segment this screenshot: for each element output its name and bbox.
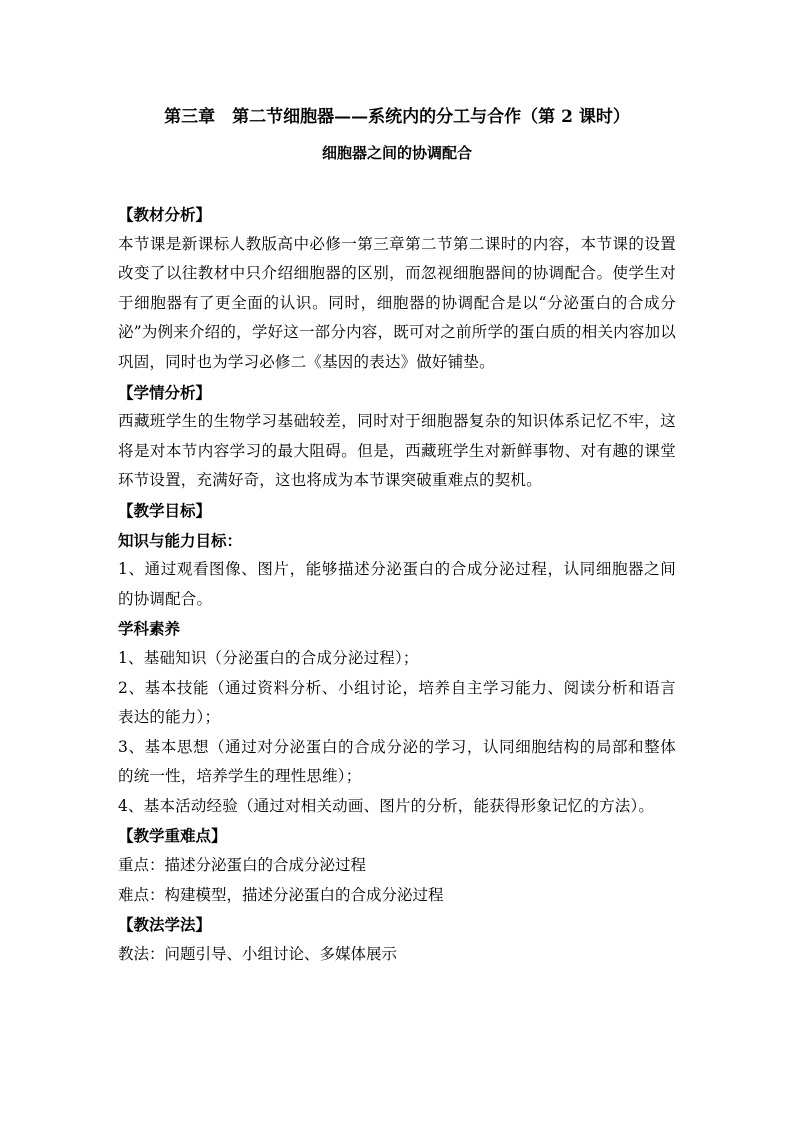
subject-literacy-heading: 学科素养 — [118, 619, 181, 639]
student-analysis-paragraph: 西藏班学生的生物学习基础较差，同时对于细胞器复杂的知识体系记忆不牢，这将是对本节内容学习的最大阻碍。但是，西藏班学生对新鲜事物、对有趣的课堂环节设置，充满好奇，这也将成为本节课突破重难点的契机。 — [118, 412, 676, 490]
section-heading-teaching-goals: 【教学目标】 — [118, 500, 212, 520]
literacy-item-basic-thinking: 3、基本思想（通过对分泌蛋白的合成分泌的学习，认同细胞结构的局部和整体的统一性，培养学生的理性思维）； — [118, 737, 676, 786]
knowledge-ability-heading: 知识与能力目标： — [118, 530, 243, 550]
document-content — [118, 104, 676, 969]
literacy-item-activity-experience: 4、基本活动经验（通过对相关动画、图片的分析，能获得形象记忆的方法）。 — [118, 796, 655, 815]
document-body — [118, 200, 676, 969]
section-heading-key-difficult-points: 【教学重难点】 — [118, 826, 227, 846]
section-heading-teaching-methods: 【教法学法】 — [118, 915, 212, 935]
section-heading-student-analysis: 【学情分析】 — [118, 382, 212, 402]
teaching-method-text: 教法：问题引导、小组讨论、多媒体展示 — [118, 944, 398, 963]
document-subtitle: 细胞器之间的协调配合 — [321, 144, 472, 162]
key-point-text: 重点：描述分泌蛋白的合成分泌过程 — [118, 856, 367, 875]
literacy-item-basic-skills: 2、基本技能（通过资料分析、小组讨论，培养自主学习能力、阅读分析和语言表达的能力）； — [118, 678, 676, 727]
document-title: 第三章 第二节细胞器——系统内的分工与合作（第 2 课时） — [164, 107, 630, 127]
textbook-analysis-paragraph: 本节课是新课标人教版高中必修一第三章第二节第二课时的内容，本节课的设置改变了以往教材中只介绍细胞器的区别，而忽视细胞器间的协调配合。使学生对于细胞器有了更全面的认识。同时，细胞器的协调配合是以“分泌蛋白的合成分泌”为例来介绍的，学好这一部分内容，既可对之前所学的蛋白质的相关内容加以巩固，同时也为学习必修二《基因的表达》做好铺垫。 — [118, 234, 676, 371]
section-heading-textbook-analysis: 【教材分析】 — [118, 205, 212, 224]
literacy-item-basic-knowledge: 1、基础知识（分泌蛋白的合成分泌过程）； — [118, 648, 419, 667]
knowledge-ability-item: 1、通过观看图像、图片，能够描述分泌蛋白的合成分泌过程，认同细胞器之间的协调配合。 — [118, 560, 676, 608]
difficult-point-text: 难点：构建模型，描述分泌蛋白的合成分泌过程 — [118, 885, 444, 904]
